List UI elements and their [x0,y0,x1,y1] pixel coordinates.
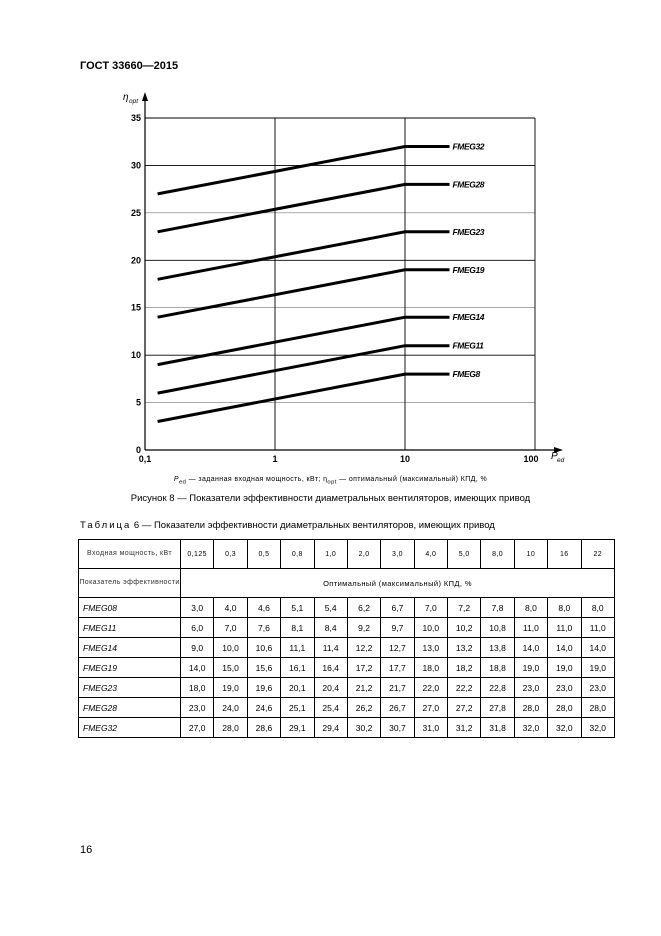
efficiency-value-cell: 8,0 [581,598,615,618]
table-row [79,698,615,718]
model-cell: FMEG19 [79,658,181,678]
series-label-fmeg32: FMEG32 [452,141,485,152]
efficiency-value-cell: 23,0 [548,678,581,698]
efficiency-value-cell: 23,0 [581,678,615,698]
caption-eta-symbol: η [323,476,328,483]
efficiency-value-cell: 10,8 [481,618,514,638]
model-cell: FMEG14 [79,638,181,658]
chart-legend-caption [0,476,661,485]
page-number: 16 [80,844,93,856]
model-cell: FMEG11 [79,618,181,638]
efficiency-value-cell: 14,0 [514,638,547,658]
efficiency-value-cell: 9,2 [347,618,380,638]
efficiency-value-cell: 24,6 [247,698,280,718]
efficiency-value-cell: 6,0 [181,618,214,638]
efficiency-value-cell: 7,0 [414,598,447,618]
power-header-cell: Входная мощность, кВт [79,540,181,569]
series-label-fmeg8: FMEG8 [452,369,480,380]
efficiency-value-cell: 10,0 [214,638,247,658]
efficiency-value-cell: 7,0 [214,618,247,638]
efficiency-value-cell: 11,0 [514,618,547,638]
efficiency-value-cell: 8,4 [314,618,347,638]
y-tick-label: 20 [130,255,141,266]
efficiency-value-cell: 6,2 [347,598,380,618]
power-value-cell: 1,0 [314,540,347,569]
x-axis-title-subscript: ed [557,457,565,464]
power-value-cell: 8,0 [481,540,514,569]
efficiency-value-cell: 17,2 [347,658,380,678]
table-row [79,618,615,638]
efficiency-value-cell: 5,1 [281,598,314,618]
efficiency-value-cell: 17,7 [381,658,414,678]
x-tick-label: 0,1 [138,454,152,464]
efficiency-value-cell: 31,8 [481,718,514,738]
series-line-fmeg19 [158,270,450,317]
efficiency-value-cell: 25,4 [314,698,347,718]
efficiency-value-cell: 27,8 [481,698,514,718]
y-tick-label: 10 [130,350,141,361]
efficiency-value-cell: 5,4 [314,598,347,618]
series-line-fmeg14 [158,317,450,364]
efficiency-value-cell: 7,6 [247,618,280,638]
y-tick-label: 35 [130,113,141,123]
efficiency-value-cell: 4,0 [214,598,247,618]
power-value-cell: 0,5 [247,540,280,569]
efficiency-table-body [79,540,615,738]
caption-p-subscript: ed [178,479,187,486]
efficiency-value-cell: 18,0 [181,678,214,698]
efficiency-value-cell: 11,1 [281,638,314,658]
efficiency-value-cell: 21,2 [347,678,380,698]
efficiency-value-cell: 32,0 [514,718,547,738]
efficiency-value-cell: 26,2 [347,698,380,718]
power-value-cell: 3,0 [381,540,414,569]
table-title-number: 6 [133,520,140,531]
efficiency-value-cell: 16,1 [281,658,314,678]
series-label-fmeg28: FMEG28 [452,179,485,190]
series-label-fmeg11: FMEG11 [452,340,484,351]
table-title-label: Таблица [80,520,132,531]
caption-eta-subscript: opt [327,479,337,486]
efficiency-value-cell: 10,2 [448,618,481,638]
efficiency-value-cell: 23,0 [514,678,547,698]
efficiency-value-cell: 28,0 [514,698,547,718]
power-value-cell: 0,3 [214,540,247,569]
y-tick-label: 25 [130,207,141,218]
efficiency-value-cell: 12,2 [347,638,380,658]
efficiency-table [78,539,615,738]
y-tick-label: 15 [130,302,141,313]
efficiency-value-cell: 13,0 [414,638,447,658]
efficiency-value-cell: 18,2 [448,658,481,678]
model-cell: FMEG32 [79,718,181,738]
efficiency-value-cell: 15,6 [247,658,280,678]
efficiency-value-cell: 19,6 [247,678,280,698]
series-line-fmeg8 [158,374,450,421]
table-row [79,678,615,698]
table-title-text: — Показатели эффективности диаметральных вентиляторов, имеющих привод [141,520,495,531]
efficiency-value-cell: 7,8 [481,598,514,618]
table-row [79,718,615,738]
x-tick-label: 10 [399,454,411,464]
efficiency-value-cell: 20,1 [281,678,314,698]
efficiency-value-cell: 13,2 [448,638,481,658]
model-cell: FMEG23 [79,678,181,698]
indicator-header-cell: Показатель эффективности [79,569,181,598]
efficiency-value-cell: 8,0 [548,598,581,618]
efficiency-value-cell: 19,0 [514,658,547,678]
efficiency-value-cell: 28,0 [214,718,247,738]
power-value-cell: 4,0 [414,540,447,569]
document-header: ГОСТ 33660—2015 [80,60,179,72]
series-label-fmeg23: FMEG23 [452,226,485,237]
efficiency-value-cell: 11,0 [581,618,615,638]
efficiency-value-cell: 4,6 [247,598,280,618]
efficiency-value-cell: 19,0 [581,658,615,678]
efficiency-value-cell: 32,0 [548,718,581,738]
efficiency-value-cell: 13,8 [481,638,514,658]
efficiency-value-cell: 14,0 [581,638,615,658]
x-tick-label: 100 [523,454,539,464]
y-tick-label: 5 [135,397,141,408]
efficiency-value-cell: 31,0 [414,718,447,738]
efficiency-value-cell: 14,0 [548,638,581,658]
efficiency-value-cell: 29,1 [281,718,314,738]
efficiency-value-cell: 28,0 [548,698,581,718]
series-line-fmeg23 [158,232,450,279]
series-label-fmeg19: FMEG19 [452,264,485,275]
series-line-fmeg32 [158,147,450,194]
y-axis-title: η [123,92,129,103]
efficiency-value-cell: 28,6 [247,718,280,738]
power-value-cell: 2,0 [347,540,380,569]
efficiency-value-cell: 27,0 [181,718,214,738]
efficiency-value-cell: 19,0 [214,678,247,698]
efficiency-value-cell: 22,8 [481,678,514,698]
power-value-cell: 10 [514,540,547,569]
efficiency-value-cell: 8,0 [514,598,547,618]
y-axis-title-subscript: opt [129,98,139,105]
table-row [79,598,615,618]
efficiency-value-cell: 29,4 [314,718,347,738]
power-value-cell: 16 [548,540,581,569]
efficiency-chart [90,88,580,468]
efficiency-value-cell: 28,0 [581,698,615,718]
x-axis-title: P [551,451,558,462]
efficiency-value-cell: 8,1 [281,618,314,638]
efficiency-value-cell: 30,7 [381,718,414,738]
efficiency-value-cell: 11,0 [548,618,581,638]
power-value-cell: 0,8 [281,540,314,569]
caption-p-text: — заданная входная мощность, кВт; [186,476,324,483]
table-title [80,520,495,531]
series-line-fmeg11 [158,346,450,393]
efficiency-value-cell: 30,2 [347,718,380,738]
efficiency-value-cell: 19,0 [548,658,581,678]
efficiency-value-cell: 10,0 [414,618,447,638]
series-line-fmeg28 [158,184,450,231]
efficiency-value-cell: 16,4 [314,658,347,678]
efficiency-value-cell: 22,0 [414,678,447,698]
efficiency-value-cell: 22,2 [448,678,481,698]
efficiency-value-cell: 11,4 [314,638,347,658]
efficiency-value-cell: 27,0 [414,698,447,718]
y-tick-label: 0 [135,445,141,455]
model-cell: FMEG28 [79,698,181,718]
efficiency-value-cell: 32,0 [581,718,615,738]
efficiency-value-cell: 6,7 [381,598,414,618]
efficiency-value-cell: 27,2 [448,698,481,718]
efficiency-value-cell: 21,7 [381,678,414,698]
efficiency-value-cell: 14,0 [181,658,214,678]
power-value-cell: 5,0 [448,540,481,569]
power-header-row [79,540,615,569]
table-row [79,658,615,678]
power-value-cell: 0,125 [181,540,214,569]
efficiency-value-cell: 23,0 [181,698,214,718]
efficiency-value-cell: 24,0 [214,698,247,718]
efficiency-value-cell: 20,4 [314,678,347,698]
efficiency-value-cell: 10,6 [247,638,280,658]
efficiency-value-cell: 15,0 [214,658,247,678]
power-value-cell: 22 [581,540,615,569]
caption-p-symbol: P [173,476,179,483]
efficiency-value-cell: 9,7 [381,618,414,638]
figure-caption: Рисунок 8 — Показатели эффективности диаметральных вентиляторов, имеющих привод [130,493,531,504]
efficiency-span-header: Оптимальный (максимальный) КПД, % [181,569,615,598]
efficiency-value-cell: 31,2 [448,718,481,738]
indicator-header-row [79,569,615,598]
efficiency-value-cell: 18,0 [414,658,447,678]
efficiency-value-cell: 25,1 [281,698,314,718]
y-tick-label: 30 [130,160,141,171]
efficiency-value-cell: 3,0 [181,598,214,618]
efficiency-value-cell: 7,2 [448,598,481,618]
series-label-fmeg14: FMEG14 [452,312,485,323]
caption-eta-text: — оптимальный (максимальный) КПД, % [336,476,488,483]
efficiency-value-cell: 12,7 [381,638,414,658]
model-cell: FMEG08 [79,598,181,618]
y-axis-arrow [142,92,148,101]
x-tick-label: 1 [272,454,278,464]
efficiency-value-cell: 9,0 [181,638,214,658]
efficiency-value-cell: 26,7 [381,698,414,718]
table-row [79,638,615,658]
efficiency-value-cell: 18,8 [481,658,514,678]
